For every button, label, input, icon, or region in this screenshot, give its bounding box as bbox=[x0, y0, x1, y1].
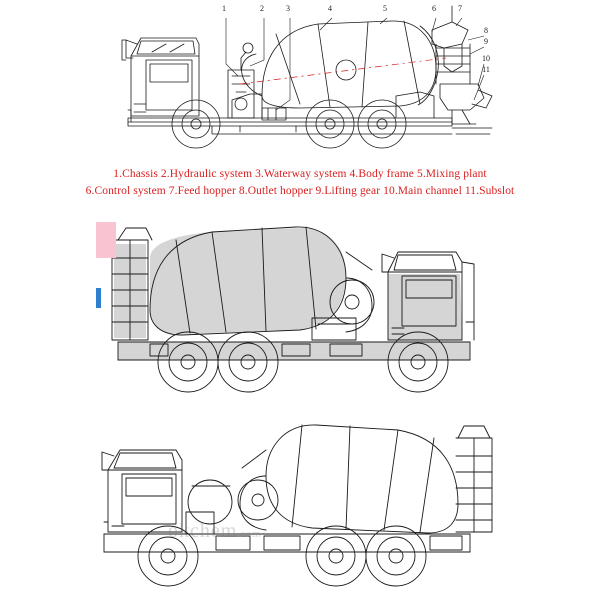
callout-number: 7 bbox=[458, 4, 462, 13]
watermark-sub: .com bbox=[237, 528, 262, 540]
callout-number: 11 bbox=[482, 65, 490, 74]
callout-number: 5 bbox=[383, 4, 387, 13]
legend-captions bbox=[0, 162, 600, 212]
legend-line-2: 6.Control system 7.Feed hopper 8.Outlet hopper 9.Lifting gear 10.Main channel 11.Subslot bbox=[85, 185, 515, 197]
pink-color-swatch bbox=[96, 222, 116, 258]
callout-number: 2 bbox=[260, 4, 264, 13]
callout-numbers bbox=[222, 4, 490, 74]
annotated-cutaway-view bbox=[0, 0, 600, 160]
watermark-main: okchem bbox=[168, 520, 238, 542]
callout-number: 8 bbox=[484, 26, 488, 35]
callout-number: 3 bbox=[286, 4, 290, 13]
callout-number: 4 bbox=[328, 4, 332, 13]
callout-number: 6 bbox=[432, 4, 436, 13]
callout-number: 1 bbox=[222, 4, 226, 13]
legend-line-1: 1.Chassis 2.Hydraulic system 3.Waterway system 4.Body frame 5.Mixing plant bbox=[113, 168, 487, 180]
outline-side-view bbox=[0, 412, 600, 600]
callout-number: 10 bbox=[482, 54, 490, 63]
callout-number: 9 bbox=[484, 37, 488, 46]
blue-color-swatch bbox=[96, 288, 101, 308]
shaded-side-view bbox=[0, 214, 600, 410]
